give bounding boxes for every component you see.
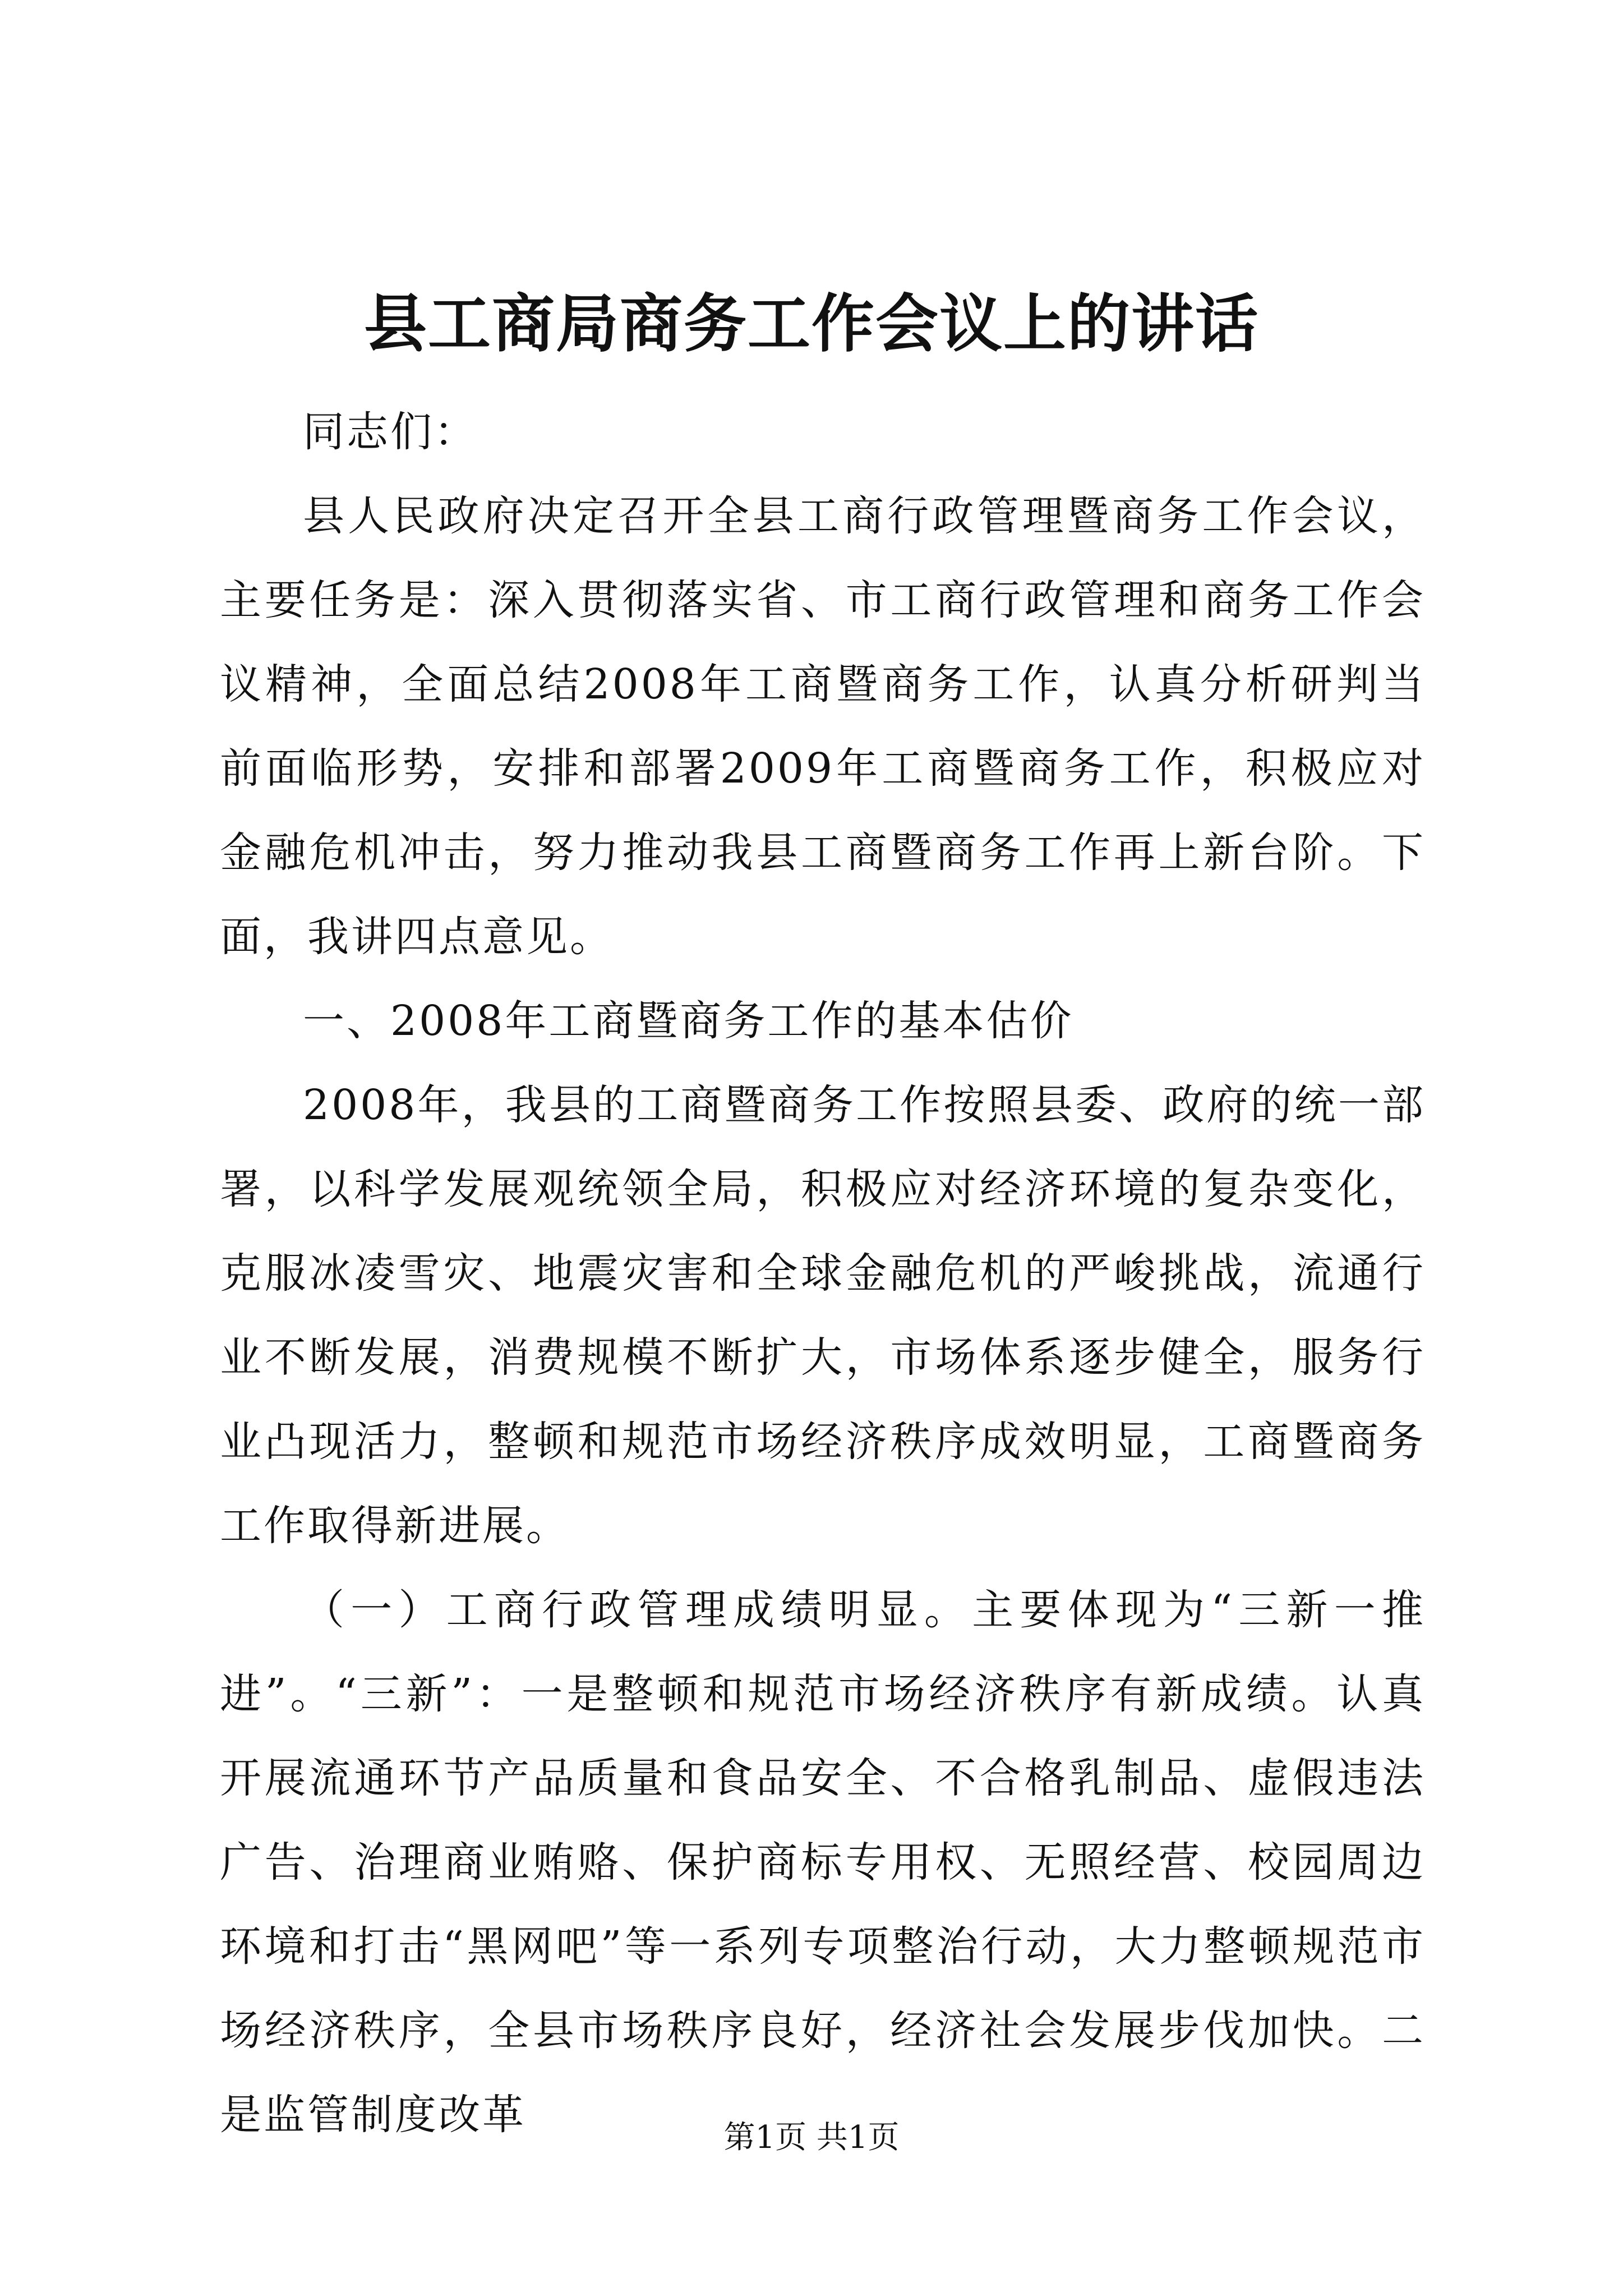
intro-paragraph: 县人民政府决定召开全县工商行政管理暨商务工作会议，主要任务是：深入贯彻落实省、市工商行政管理和商务工作会议精神，全面总结2008年工商暨商务工作，认真分析研判当前面临形势，安排和部署2009年工商暨商务工作，积极应对金融危机冲击，努力推动我县工商暨商务工作再上新台阶。下面，我讲四点意见。 (220, 492, 1426, 961)
page-footer: 第1页 共1页 (723, 2119, 900, 2156)
subsection-paragraph: （一）工商行政管理成绩明显。主要体现为“三新一推进”。“三新”：一是整顿和规范市场经济秩序有新成绩。认真开展流通环节产品质量和食品安全、不合格乳制品、虚假违法广告、治理商业贿赂、保护商标专用权、无照经营、校园周边环境和打击“黑网吧”等一系列专项整治行动，大力整顿规范市场经济秩序，全县市场秩序良好，经济社会发展步伐加快。二是监管制度改革 (220, 1586, 1426, 2139)
summary-paragraph: 2008年，我县的工商暨商务工作按照县委、政府的统一部署，以科学发展观统领全局，积极应对经济环境的复杂变化，克服冰凌雪灾、地震灾害和全球金融危机的严峻挑战，流通行业不断发展，消费规模不断扩大，市场体系逐步健全，服务行业凸现活力，整顿和规范市场经济秩序成效明显，工商暨商务工作取得新进展。 (220, 1081, 1426, 1550)
document-body (220, 390, 1426, 2157)
salutation-paragraph: 同志们： (303, 408, 478, 456)
document-title: 县工商局商务工作会议上的讲话 (364, 287, 1259, 361)
section-heading: 一、2008年工商暨商务工作的基本估价 (303, 997, 1074, 1045)
